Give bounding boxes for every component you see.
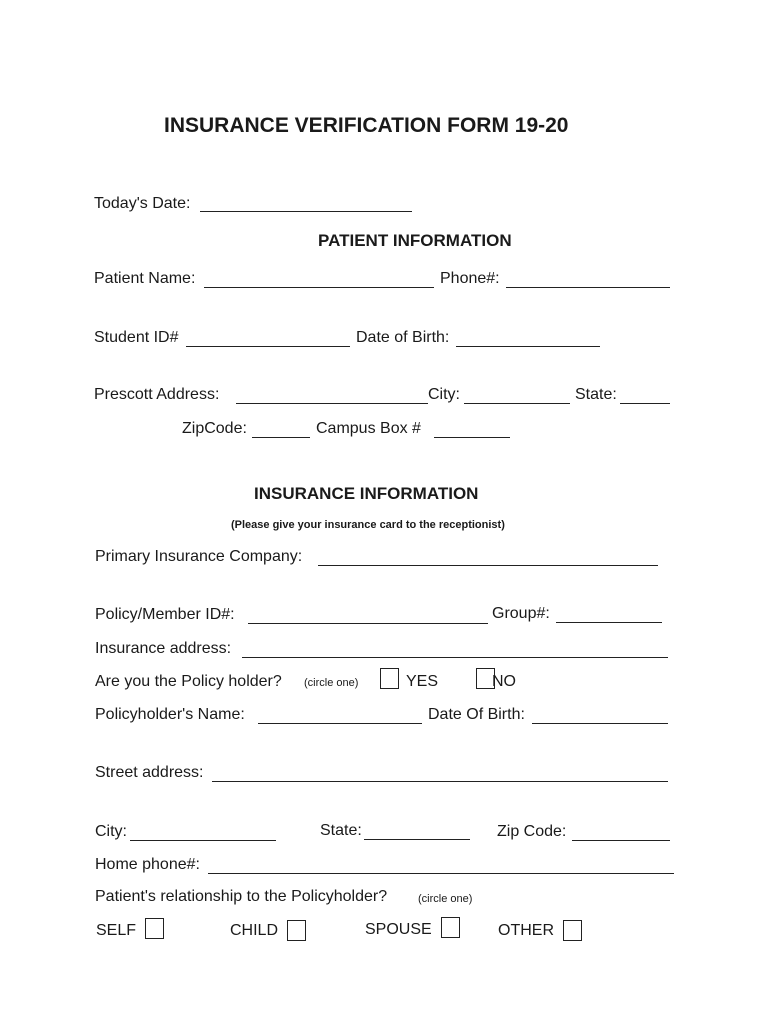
other-checkbox[interactable] <box>563 920 582 941</box>
campus-box-field[interactable] <box>434 437 510 438</box>
self-checkbox[interactable] <box>145 918 164 939</box>
policyholder-state-label: State: <box>320 822 362 839</box>
home-phone-field[interactable] <box>208 873 674 874</box>
city-label: City: <box>428 386 460 403</box>
policy-member-id-field[interactable] <box>248 623 488 624</box>
insurance-address-label: Insurance address: <box>95 640 232 657</box>
no-label: NO <box>492 673 516 690</box>
child-checkbox[interactable] <box>287 920 306 941</box>
state-label: State: <box>575 386 617 403</box>
policyholder-dob-field[interactable] <box>532 723 668 724</box>
street-address-label: Street address: <box>95 764 204 781</box>
insurance-card-note: (Please give your insurance card to the receptionist) <box>231 519 505 531</box>
street-address-field[interactable] <box>212 781 668 782</box>
policyholder-city-label: City: <box>95 823 127 840</box>
prescott-address-field[interactable] <box>236 403 428 404</box>
policyholder-city-field[interactable] <box>130 840 276 841</box>
yes-checkbox[interactable] <box>380 668 399 689</box>
campus-box-label: Campus Box # <box>316 420 421 437</box>
relationship-circle-one-note: (circle one) <box>418 893 473 905</box>
student-id-label: Student ID# <box>94 329 179 346</box>
policyholder-name-field[interactable] <box>258 723 422 724</box>
group-field[interactable] <box>556 622 662 623</box>
relationship-option-other: OTHER <box>498 922 554 939</box>
todays-date-label: Today's Date: <box>94 195 191 212</box>
policyholder-dob-label: Date Of Birth: <box>428 706 525 723</box>
primary-insurance-company-label: Primary Insurance Company: <box>95 548 303 565</box>
zipcode-label: ZipCode: <box>182 420 247 437</box>
relationship-question: Patient's relationship to the Policyholder? <box>95 888 388 905</box>
prescott-address-label: Prescott Address: <box>94 386 220 403</box>
todays-date-field[interactable] <box>200 211 412 212</box>
form-title: INSURANCE VERIFICATION FORM 19-20 <box>164 114 569 137</box>
patient-information-heading: PATIENT INFORMATION <box>318 231 512 250</box>
date-of-birth-field[interactable] <box>456 346 600 347</box>
primary-insurance-company-field[interactable] <box>318 565 658 566</box>
relationship-option-spouse: SPOUSE <box>365 921 432 938</box>
zipcode-field[interactable] <box>252 437 310 438</box>
relationship-option-self: SELF <box>96 922 137 939</box>
policyholder-state-field[interactable] <box>364 839 470 840</box>
spouse-checkbox[interactable] <box>441 917 460 938</box>
insurance-information-heading: INSURANCE INFORMATION <box>254 484 479 503</box>
relationship-option-child: CHILD <box>230 922 279 939</box>
zip-code-label: Zip Code: <box>497 823 567 840</box>
patient-name-label: Patient Name: <box>94 270 196 287</box>
policyholder-name-label: Policyholder's Name: <box>95 706 245 723</box>
policy-holder-question: Are you the Policy holder? <box>95 673 282 690</box>
insurance-address-field[interactable] <box>242 657 668 658</box>
group-label: Group#: <box>492 605 550 622</box>
city-field[interactable] <box>464 403 570 404</box>
policy-member-id-label: Policy/Member ID#: <box>95 606 235 623</box>
home-phone-label: Home phone#: <box>95 856 200 873</box>
date-of-birth-label: Date of Birth: <box>356 329 450 346</box>
yes-label: YES <box>406 673 439 690</box>
student-id-field[interactable] <box>186 346 350 347</box>
phone-label: Phone#: <box>440 270 500 287</box>
zip-code-field[interactable] <box>572 840 670 841</box>
circle-one-note: (circle one) <box>304 677 359 689</box>
state-field[interactable] <box>620 403 670 404</box>
phone-field[interactable] <box>506 287 670 288</box>
patient-name-field[interactable] <box>204 287 434 288</box>
